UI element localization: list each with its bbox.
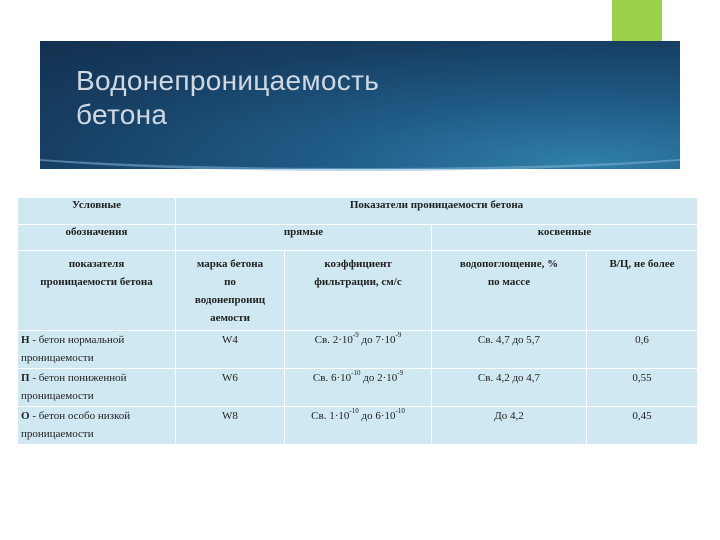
coef-from-exponent: -10: [349, 407, 359, 415]
header-water-absorption: [432, 251, 587, 331]
header-grade: [176, 251, 285, 331]
row-wc: 0,45: [587, 407, 698, 445]
table-row: [18, 407, 698, 445]
coef-to-exponent: -9: [397, 369, 404, 377]
row-grade: W4: [176, 331, 285, 369]
row-grade: W8: [176, 407, 285, 445]
row-desc-line-1: - бетон особо низкой: [29, 410, 131, 422]
table-header-row-2: [18, 225, 698, 251]
coef-from-exponent: -9: [352, 331, 359, 339]
title-line-1: Водонепроницаемость: [76, 65, 380, 96]
header-permeability-indicator: [18, 251, 176, 331]
coef-from-exponent: -10: [351, 369, 361, 377]
row-filtration-coef: [285, 331, 432, 369]
coef-from-mantissa: Св. 6·10: [312, 372, 352, 384]
table-header-row-3: [18, 251, 698, 331]
header-grade-line-2: по: [224, 276, 236, 288]
header-permeability-line-2: проницаемости бетона: [40, 276, 153, 288]
title-line-2: бетона: [76, 99, 168, 130]
coef-to-exponent: -10: [395, 407, 405, 415]
row-letter: П: [21, 372, 30, 384]
header-permeability-line-1: показателя: [68, 258, 125, 270]
row-grade: W6: [176, 369, 285, 407]
row-description: [18, 331, 176, 369]
row-absorption: До 4,2: [432, 407, 587, 445]
row-desc-line-1: - бетон нормальной: [29, 334, 125, 346]
header-designations: обозначения: [18, 225, 176, 251]
row-desc-line-2: проницаемости: [21, 390, 94, 402]
table-row: [18, 331, 698, 369]
table-row: [18, 369, 698, 407]
row-description: [18, 369, 176, 407]
header-conditional: Условные: [18, 198, 176, 225]
row-absorption: Св. 4,7 до 5,7: [432, 331, 587, 369]
row-filtration-coef: [285, 407, 432, 445]
banner-arc-decoration: [40, 150, 680, 172]
row-desc-line-2: проницаемости: [21, 428, 94, 440]
coef-to-mantissa: до 6·10: [358, 410, 396, 422]
row-wc: 0,55: [587, 369, 698, 407]
coef-from-mantissa: Св. 2·10: [314, 334, 353, 346]
header-absorption-line-2: по массе: [487, 276, 531, 288]
table-header-row-1: [18, 198, 698, 225]
permeability-table: [17, 197, 698, 445]
header-indirect: косвенные: [432, 225, 698, 251]
coef-to-mantissa: до 2·10: [360, 372, 398, 384]
row-filtration-coef: [285, 369, 432, 407]
row-absorption: Св. 4,2 до 4,7: [432, 369, 587, 407]
header-direct: прямые: [176, 225, 432, 251]
header-grade-line-1: марка бетона: [196, 258, 264, 270]
row-desc-line-2: проницаемости: [21, 352, 94, 364]
header-coef-line-2: фильтрации, см/с: [314, 276, 402, 288]
row-letter: О: [21, 410, 30, 422]
header-coef-line-1: коэффициент: [324, 258, 392, 270]
header-main: Показатели проницаемости бетона: [176, 198, 698, 225]
coef-to-exponent: -9: [395, 331, 402, 339]
row-letter: Н: [21, 334, 30, 346]
coef-to-mantissa: до 7·10: [358, 334, 396, 346]
header-filtration-coef: [285, 251, 432, 331]
row-wc: 0,6: [587, 331, 698, 369]
row-desc-line-1: - бетон пониженной: [29, 372, 127, 384]
header-grade-line-3: водонепрониц: [194, 294, 266, 306]
header-wc-ratio: В/Ц, не более: [587, 251, 698, 331]
row-description: [18, 407, 176, 445]
header-grade-line-4: аемости: [210, 312, 250, 324]
coef-from-mantissa: Св. 1·10: [311, 410, 350, 422]
slide-title: [76, 64, 596, 132]
header-absorption-line-1: водопоглощение, %: [459, 258, 559, 270]
